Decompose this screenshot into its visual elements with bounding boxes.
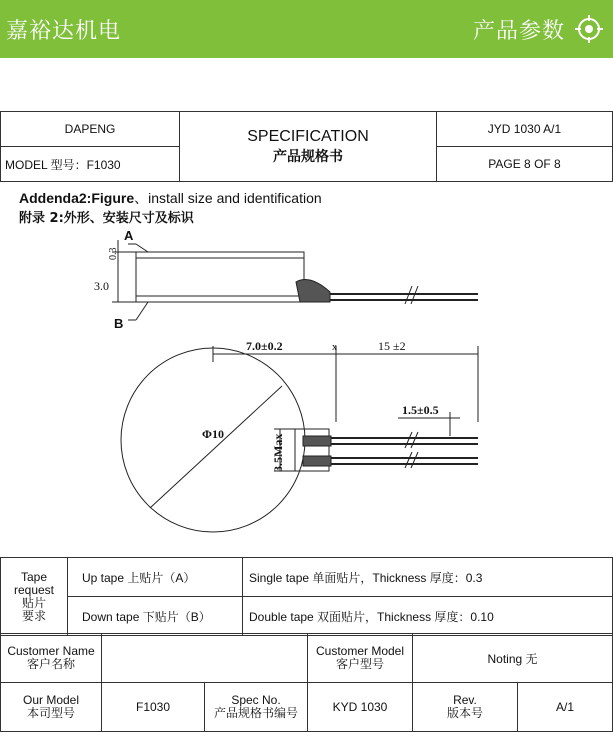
- down-tape-cell: Down tape 下贴片（B）: [68, 597, 243, 636]
- cust-name-cn: 客户名称: [26, 657, 75, 671]
- cust-model-cn: 客户型号: [335, 657, 384, 671]
- customer-info-table: [0, 633, 613, 732]
- rev-cn: 版本号: [446, 706, 483, 720]
- dim-3-5max: 3.5Max: [271, 433, 285, 472]
- dim-phi10: Φ10: [202, 427, 224, 441]
- cust-name-value: [102, 634, 308, 683]
- label-b: B: [114, 316, 124, 331]
- cust-model-en: Customer Model: [315, 644, 405, 658]
- company-cell: DAPENG: [1, 112, 180, 147]
- dim-0-3: 0.3: [108, 247, 119, 260]
- tape-header-cell: [1, 558, 68, 636]
- tape-head-cn1: 贴片: [21, 595, 46, 610]
- tape-head-cn2: 要求: [21, 608, 46, 623]
- caption-rest: 、install size and identification: [134, 190, 322, 206]
- brand-name: 嘉裕达机电: [6, 19, 122, 44]
- top-banner: [0, 0, 613, 58]
- dim-15: 15 ±2: [378, 339, 406, 353]
- glue-blob: [296, 280, 330, 302]
- page-cell: PAGE 8 OF 8: [437, 147, 613, 182]
- dim-3-0: 3.0: [94, 279, 109, 293]
- up-tape-cell: Up tape 上贴片（A）: [68, 558, 243, 597]
- tape-head-en2: request: [13, 582, 55, 597]
- rev-value: A/1: [518, 683, 613, 732]
- compass-icon: [575, 15, 603, 43]
- tape-head-en1: Tape: [20, 569, 48, 584]
- caption-line1: [19, 188, 322, 208]
- section-title: 产品参数: [472, 19, 565, 44]
- caption-bold: Addenda2:Figure: [19, 190, 135, 206]
- tape-request-table: [0, 557, 613, 636]
- our-model-en: Our Model: [22, 693, 80, 707]
- cust-model-label: [308, 634, 413, 683]
- caption-line2: 附录 2:外形、安装尺寸及标识: [19, 211, 194, 226]
- spec-no-label: [205, 683, 308, 732]
- spec-no-en: Spec No.: [231, 693, 281, 707]
- label-a: A: [124, 228, 134, 243]
- dim-7-0: 7.0±0.2: [246, 339, 283, 353]
- our-model-cn: 本司型号: [26, 706, 75, 720]
- spec-title: SPECIFICATION: [247, 127, 369, 145]
- cust-model-value: Noting 无: [413, 634, 613, 683]
- our-model-label: [1, 683, 102, 732]
- spec-no-cn: 产品规格书编号: [213, 706, 298, 720]
- rev-label: [413, 683, 518, 732]
- model-cell: MODEL 型号：F1030: [1, 147, 180, 182]
- down-tape-desc: Double tape 双面贴片，Thickness 厚度：0.10: [243, 597, 613, 636]
- spec-no-value: KYD 1030: [308, 683, 413, 732]
- motor-side-body: [136, 252, 304, 302]
- spec-title-cn: 产品规格书: [273, 148, 343, 165]
- our-model-value: F1030: [102, 683, 205, 732]
- dim-1-5: 1.5±0.5: [402, 403, 439, 417]
- rev-en: Rev.: [453, 693, 477, 707]
- technical-drawing: [0, 222, 613, 557]
- cust-name-label: [1, 634, 102, 683]
- up-tape-desc: Single tape 单面贴片，Thickness 厚度：0.3: [243, 558, 613, 597]
- doc-number-cell: JYD 1030 A/1: [437, 112, 613, 147]
- cust-name-en: Customer Name: [7, 644, 95, 658]
- spec-title-cell: [180, 112, 437, 182]
- dim-x: x: [332, 342, 337, 353]
- spec-header-table: [0, 111, 613, 182]
